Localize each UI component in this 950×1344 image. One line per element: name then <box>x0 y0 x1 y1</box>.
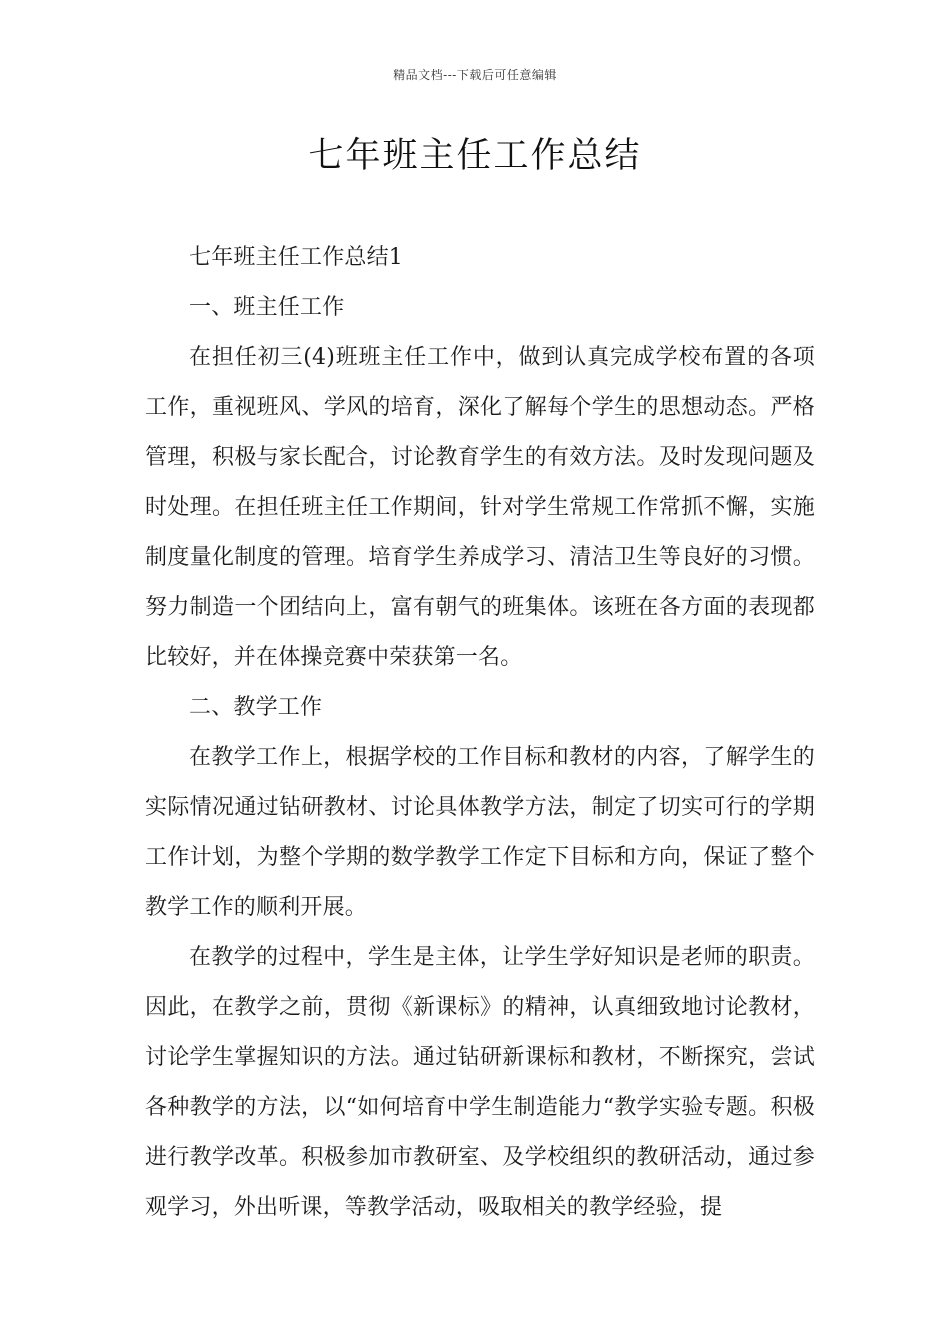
paragraph-subtitle: 七年班主任工作总结1 <box>189 245 403 270</box>
document-body <box>145 233 815 1233</box>
paragraph: 在教学的过程中，学生是主体，让学生学好知识是老师的职责。因此，在教学之前，贯彻《新课标》的精神，认真细致地讨论教材，讨论学生掌握知识的方法。通过钻研新课标和教材，不断探究，尝试各种教学的方法，以“如何培育中学生制造能力“教学实验专题。积极进行教学改革。积极参加市教研室、及学校组织的教研活动，通过参观学习，外出听课，等教学活动，吸取相关的教学经验，提 <box>145 945 815 1220</box>
paragraph: 在教学工作上，根据学校的工作目标和教材的内容，了解学生的实际情况通过钻研教材、讨论具体教学方法，制定了切实可行的学期工作计划，为整个学期的数学教学工作定下目标和方向，保证了整个教学工作的顺利开展。 <box>145 745 815 920</box>
document-title: 七年班主任工作总结 <box>308 136 642 176</box>
paragraph: 在担任初三(4)班班主任工作中，做到认真完成学校布置的各项工作，重视班风、学风的培育，深化了解每个学生的思想动态。严格管理，积极与家长配合，讨论教育学生的有效方法。及时发现问题及时处理。在担任班主任工作期间，针对学生常规工作常抓不懈，实施制度量化制度的管理。培育学生养成学习、清洁卫生等良好的习惯。努力制造一个团结向上，富有朝气的班集体。该班在各方面的表现都比较好，并在体操竞赛中荣获第一名。 <box>145 345 815 670</box>
section-heading-2: 二、教学工作 <box>189 695 323 720</box>
section-heading-1: 一、班主任工作 <box>189 295 345 320</box>
header-note: 精品文档---下载后可任意编辑 <box>393 68 557 82</box>
